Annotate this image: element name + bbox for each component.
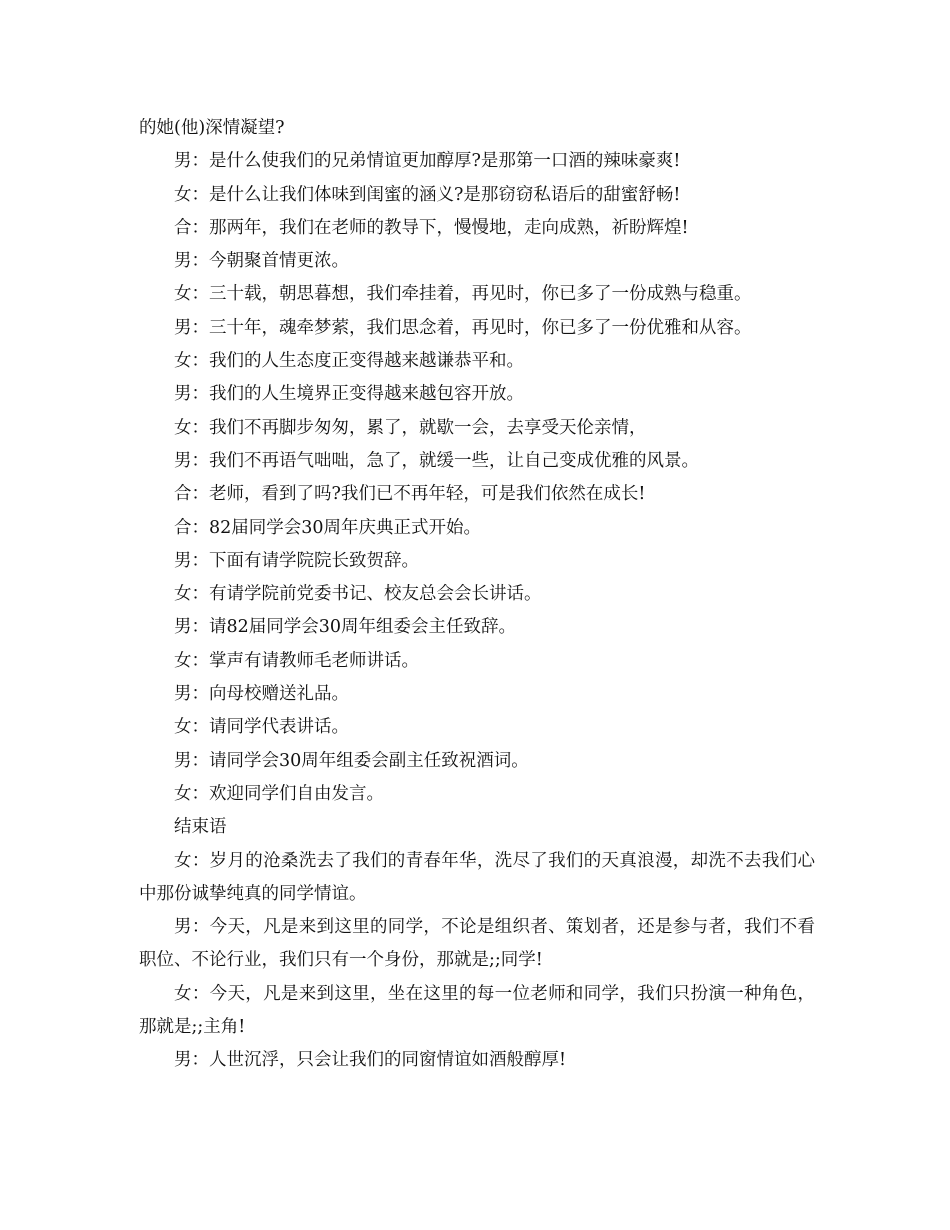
- paragraph: 合：那两年，我们在老师的教导下，慢慢地，走向成熟，祈盼辉煌!: [174, 217, 689, 238]
- paragraph: 女：欢迎同学们自由发言。: [174, 783, 384, 804]
- paragraph: 女：我们的人生态度正变得越来越谦恭平和。: [174, 351, 524, 372]
- document-body: [139, 112, 815, 1078]
- paragraph: 男：向母校赠送礼品。: [174, 684, 349, 705]
- paragraph: 男：今朝聚首情更浓。: [174, 251, 349, 272]
- paragraph: 男：请82届同学会30周年组委会主任致辞。: [174, 617, 517, 638]
- paragraph: 男：今天，凡是来到这里的同学，不论是组织者、策划者，还是参与者，我们不看职位、不论行业，我们只有一个身份，那就是;;同学!: [139, 917, 815, 971]
- paragraph: 合：老师，看到了吗?我们已不再年轻，可是我们依然在成长!: [174, 484, 646, 505]
- paragraph: 男：下面有请学院院长致贺辞。: [174, 550, 419, 571]
- paragraph: 男：我们不再语气咄咄，急了，就缓一些，让自己变成优雅的风景。: [174, 450, 699, 471]
- paragraph: 男：三十年，魂牵梦萦，我们思念着，再见时，你已多了一份优雅和从容。: [174, 317, 752, 338]
- paragraph: 男：我们的人生境界正变得越来越包容开放。: [174, 384, 524, 405]
- section-heading: 结束语: [174, 817, 227, 838]
- paragraph: 合：82届同学会30周年庆典正式开始。: [174, 517, 482, 538]
- paragraph: 男：人世沉浮，只会让我们的同窗情谊如酒般醇厚!: [174, 1050, 567, 1071]
- paragraph: 女：今天，凡是来到这里，坐在这里的每一位老师和同学，我们只扮演一种角色，那就是;;主角!: [139, 983, 815, 1038]
- paragraph: 女：岁月的沧桑洗去了我们的青春年华，洗尽了我们的天真浪漫，却洗不去我们心中那份诚挚纯真的同学情谊。: [139, 850, 815, 904]
- paragraph: 女：掌声有请教师毛老师讲话。: [174, 650, 419, 671]
- paragraph: 男：是什么使我们的兄弟情谊更加醇厚?是那第一口酒的辣味豪爽!: [174, 151, 681, 172]
- paragraph: 女：是什么让我们体味到闺蜜的涵义?是那窃窃私语后的甜蜜舒畅!: [174, 184, 681, 205]
- paragraph: 女：请同学代表讲话。: [174, 717, 349, 738]
- paragraph: 男：请同学会30周年组委会副主任致祝酒词。: [174, 750, 529, 771]
- paragraph: 女：三十载，朝思暮想，我们牵挂着，再见时，你已多了一份成熟与稳重。: [174, 284, 752, 305]
- paragraph: 女：有请学院前党委书记、校友总会会长讲话。: [174, 584, 542, 605]
- paragraph: 的她(他)深情凝望?: [139, 118, 285, 138]
- paragraph: 女：我们不再脚步匆匆，累了，就歇一会，去享受天伦亲情，: [174, 417, 647, 438]
